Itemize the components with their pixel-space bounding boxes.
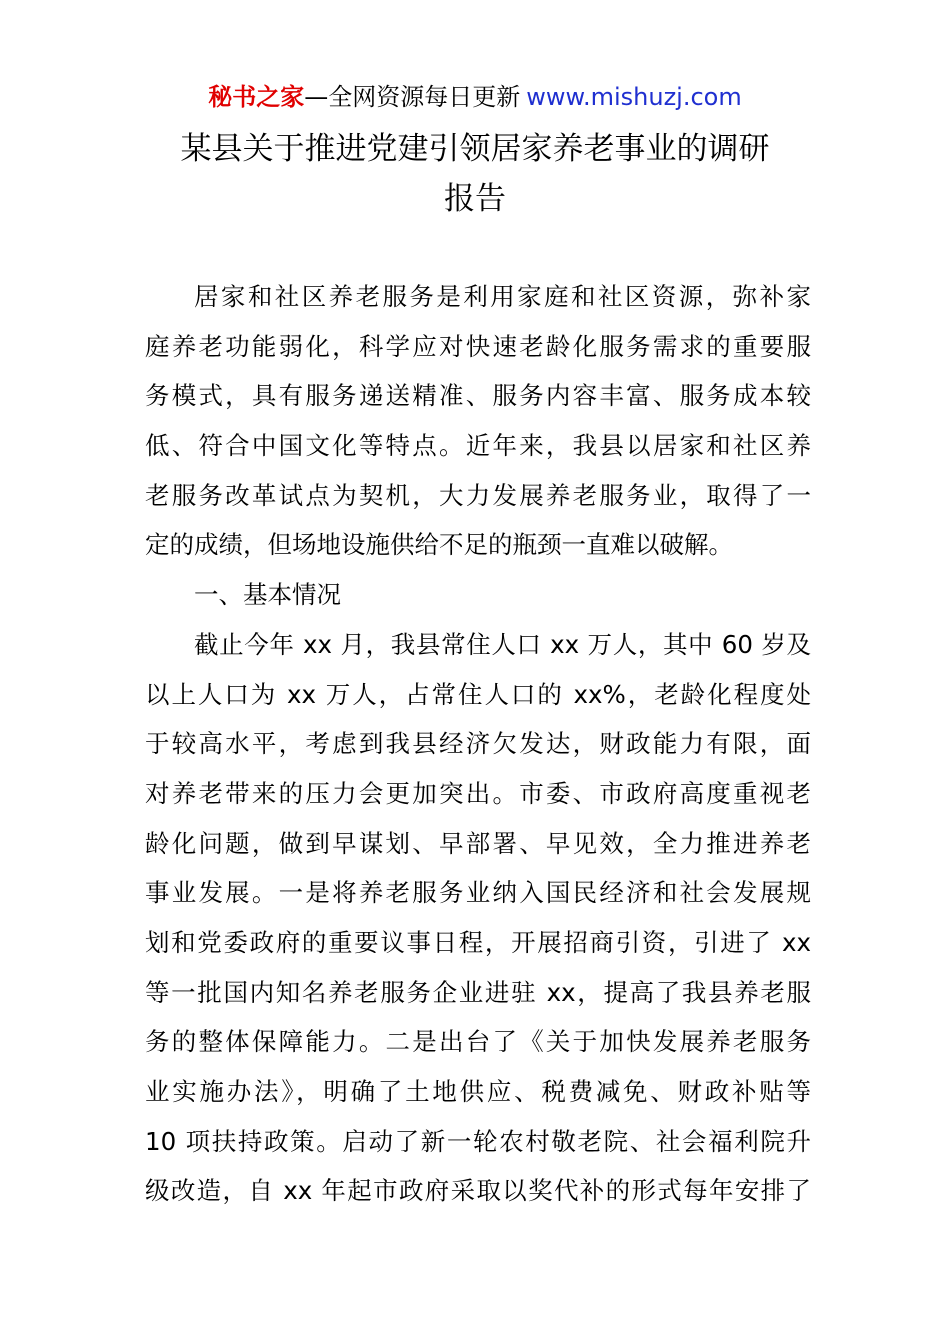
body-line: 业实施办法》，明确了土地供应、税费减免、财政补贴等 (145, 1077, 811, 1106)
body-line: 以上人口为 xx 万人，占常住人口的 xx%，老龄化程度处 (145, 679, 811, 709)
body-line: 务的整体保障能力。二是出台了《关于加快发展养老服务 (145, 1027, 811, 1057)
body-line: 事业发展。一是将养老服务业纳入国民经济和社会发展规 (145, 878, 811, 908)
body-line: 定的成绩，但场地设施供给不足的瓶颈一直难以破解。 (145, 530, 733, 560)
body-line: 居家和社区养老服务是利用家庭和社区资源，弥补家 (194, 282, 811, 311)
body-line: 于较高水平，考虑到我县经济欠发达，财政能力有限，面 (145, 729, 811, 759)
document-title (0, 124, 950, 224)
body-line: 老服务改革试点为契机，大力发展养老服务业，取得了一 (145, 480, 811, 510)
site-url-link[interactable]: www.mishuzj.com (526, 83, 742, 111)
body-line: 等一批国内知名养老服务企业进驻 xx，提高了我县养老服 (145, 977, 811, 1007)
section-heading: 一、基本情况 (194, 580, 341, 610)
document-body (145, 272, 811, 1216)
banner-tagline: —全网资源每日更新 (304, 83, 521, 111)
brand-name: 秘书之家 (208, 83, 305, 111)
body-line: 低、符合中国文化等特点。近年来，我县以居家和社区养 (145, 431, 811, 461)
title-line-2: 报告 (444, 181, 506, 217)
body-line: 级改造，自 xx 年起市政府采取以奖代补的形式每年安排了 (145, 1176, 811, 1206)
body-line: 划和党委政府的重要议事日程，开展招商引资，引进了 xx (145, 927, 811, 957)
body-line: 务模式，具有服务递送精准、服务内容丰富、服务成本较 (145, 381, 811, 411)
body-line: 10 项扶持政策。启动了新一轮农村敬老院、社会福利院升 (145, 1126, 811, 1156)
body-line: 对养老带来的压力会更加突出。市委、市政府高度重视老 (145, 778, 811, 808)
body-line: 截止今年 xx 月，我县常住人口 xx 万人，其中 60 岁及 (194, 629, 811, 659)
title-line-1: 某县关于推进党建引领居家养老事业的调研 (180, 131, 770, 167)
site-banner (0, 80, 950, 114)
body-line: 庭养老功能弱化，科学应对快速老龄化服务需求的重要服 (145, 331, 811, 361)
body-line: 龄化问题，做到早谋划、早部署、早见效，全力推进养老 (145, 828, 811, 858)
